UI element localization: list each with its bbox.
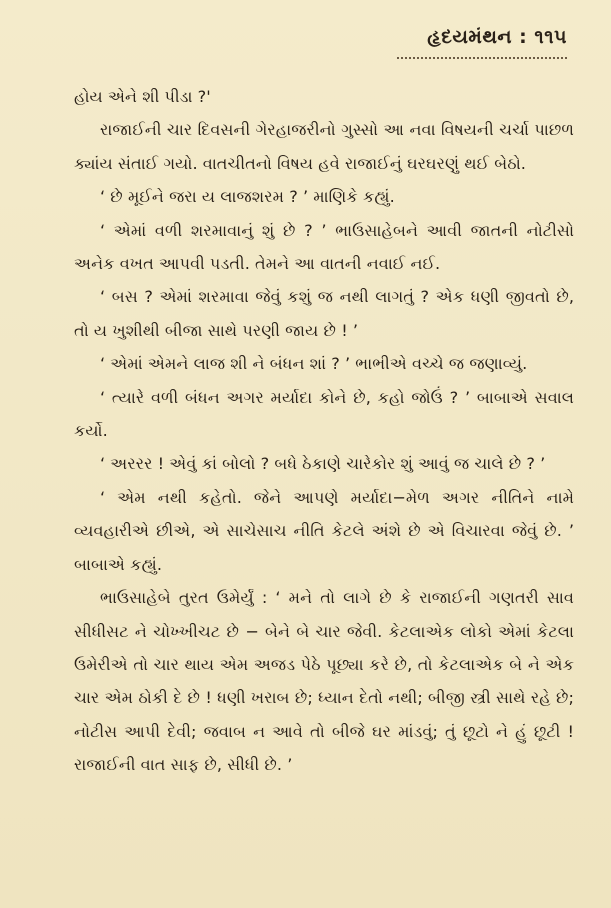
paragraph: હોય એને શી પીડા ?' — [74, 87, 211, 106]
paragraph: ‘ એમ નથી કહેતો. જેને આપણે મર્યાદા−મેળ અગર નીતિને નામે વ્યવહારીએ છીએ, એ સાચેસાચ નીતિ કેટલે અંશે છે એ વિચારવા જેવું છે. ’ બાબાએ કહ્યું. — [74, 487, 574, 574]
paragraph: ‘ એમાં એમને લાજ શી ને બંધન શાં ? ’ ભાભીએ વચ્ચે જ જણાવ્યું. — [100, 354, 528, 374]
page-body — [74, 80, 574, 782]
paragraph: ‘ છે મૂઈને જરા ય લાજશરમ ? ’ માણિકે કહ્યું. — [100, 187, 395, 207]
paragraph: ‘ એમાં વળી શરમાવાનું શું છે ? ’ ભાઉસાહેબને આવી જાતની નોટીસો અનેક વખત આપવી પડતી. તેમને આ વાતની નવાઈ નઈ. — [74, 220, 574, 274]
header-ornamental-rule — [397, 52, 567, 59]
paragraph: ‘ ત્યારે વળી બંધન અગર મર્યાદા કોને છે, કહો જોઉં ? ’ બાબાએ સવાલ કર્યો. — [74, 387, 574, 441]
paragraph: ‘ અરરર ! એવું કાં બોલો ? બધે ઠેકાણે ચારેકોર શું આવું જ ચાલે છે ? ’ — [100, 454, 546, 474]
paragraph: ભાઉસાહેબે તુરત ઉમેર્યું : ‘ મને તો લાગે છે કે રાજાઈની ગણતરી સાવ સીધીસટ ને ચોખ્ખીચટ છે − બેને બે ચાર જેવી. કેટલાએક લોકો એમાં કેટલા ઉમેરીએ તો ચાર થાય એમ અજડ પેઠે પૂછ્યા કરે છે, તો કેટલાએક બે ને એક ચાર એમ ઠોકી દે છે ! ધણી ખરાબ છે; ધ્યાન દેતો નથી; બીજી સ્ત્રી સાથે રહે છે; નોટીસ આપી દેવી; જવાબ ન આવે તો બીજે ઘર માંડવું; તું છૂટો ને હું છૂટી ! રાજાઈની વાત સાફ છે, સીધી છે. ’ — [74, 588, 574, 775]
paragraph: ‘ બસ ? એમાં શરમાવા જેવું કશું જ નથી લાગતું ? એક ધણી જીવતો છે, તો ય ખુશીથી બીજા સાથે પરણી જાય છે ! ’ — [74, 287, 574, 340]
running-header: હૃદયમંથન : ૧૧૫ — [427, 26, 567, 48]
paragraph: રાજાઈની ચાર દિવસની ગેરહાજરીનો ગુસ્સો આ નવા વિષયની ચર્ચા પાછળ ક્યાંય સંતાઈ ગયો. વાતચીતનો વિષય હવે રાજાઈનું ઘરઘરણું થઈ બેઠો. — [74, 120, 574, 173]
